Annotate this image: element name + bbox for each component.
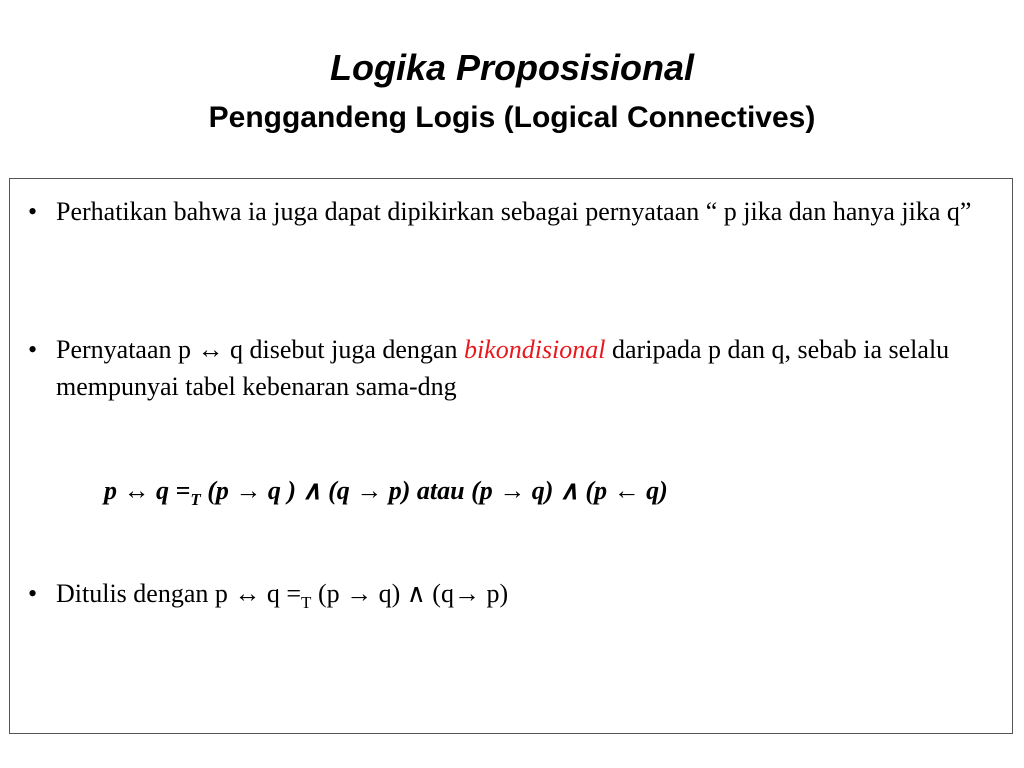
formula-subscript: T: [190, 490, 201, 509]
formula-rhs: (p → q ) ∧ (q → p) atau (p → q) ∧ (p ← q): [200, 476, 668, 505]
content-box: [9, 178, 1013, 734]
bullet-subscript: T: [301, 593, 312, 612]
slide-title-block: [0, 44, 1024, 138]
bullet-item: [20, 331, 1005, 405]
slide-subtitle: Penggandeng Logis (Logical Connectives): [208, 101, 816, 134]
bullet-text-start: Pernyataan p ↔ q disebut juga dengan: [56, 335, 464, 364]
bullet-text-end: daripada p dan q, sebab ia selalu mempunyai tabel kebenaran sama-dng: [56, 335, 950, 401]
bullet-text: [56, 575, 1005, 621]
bullet-item: [20, 193, 1005, 230]
bullet-text-start: Ditulis dengan p ↔ q =: [56, 579, 302, 608]
formula-lhs: p ↔ q =: [104, 476, 191, 505]
bullet-dot-icon: •: [28, 197, 38, 226]
bikondisional-term: bikondisional: [463, 335, 606, 364]
bullet-dot-icon: •: [28, 335, 38, 364]
biconditional-formula: [104, 472, 984, 518]
bullet-item: [20, 575, 1005, 621]
bullet-dot-icon: •: [28, 579, 38, 608]
bullet-text-end: (p → q) ∧ (q→ p): [311, 579, 509, 608]
bullet-text: [56, 331, 1005, 405]
slide-title: Logika Proposisional: [329, 47, 695, 88]
bullet-text: Perhatikan bahwa ia juga dapat dipikirkan sebagai pernyataan “ p jika dan hanya jika q”: [56, 197, 972, 226]
